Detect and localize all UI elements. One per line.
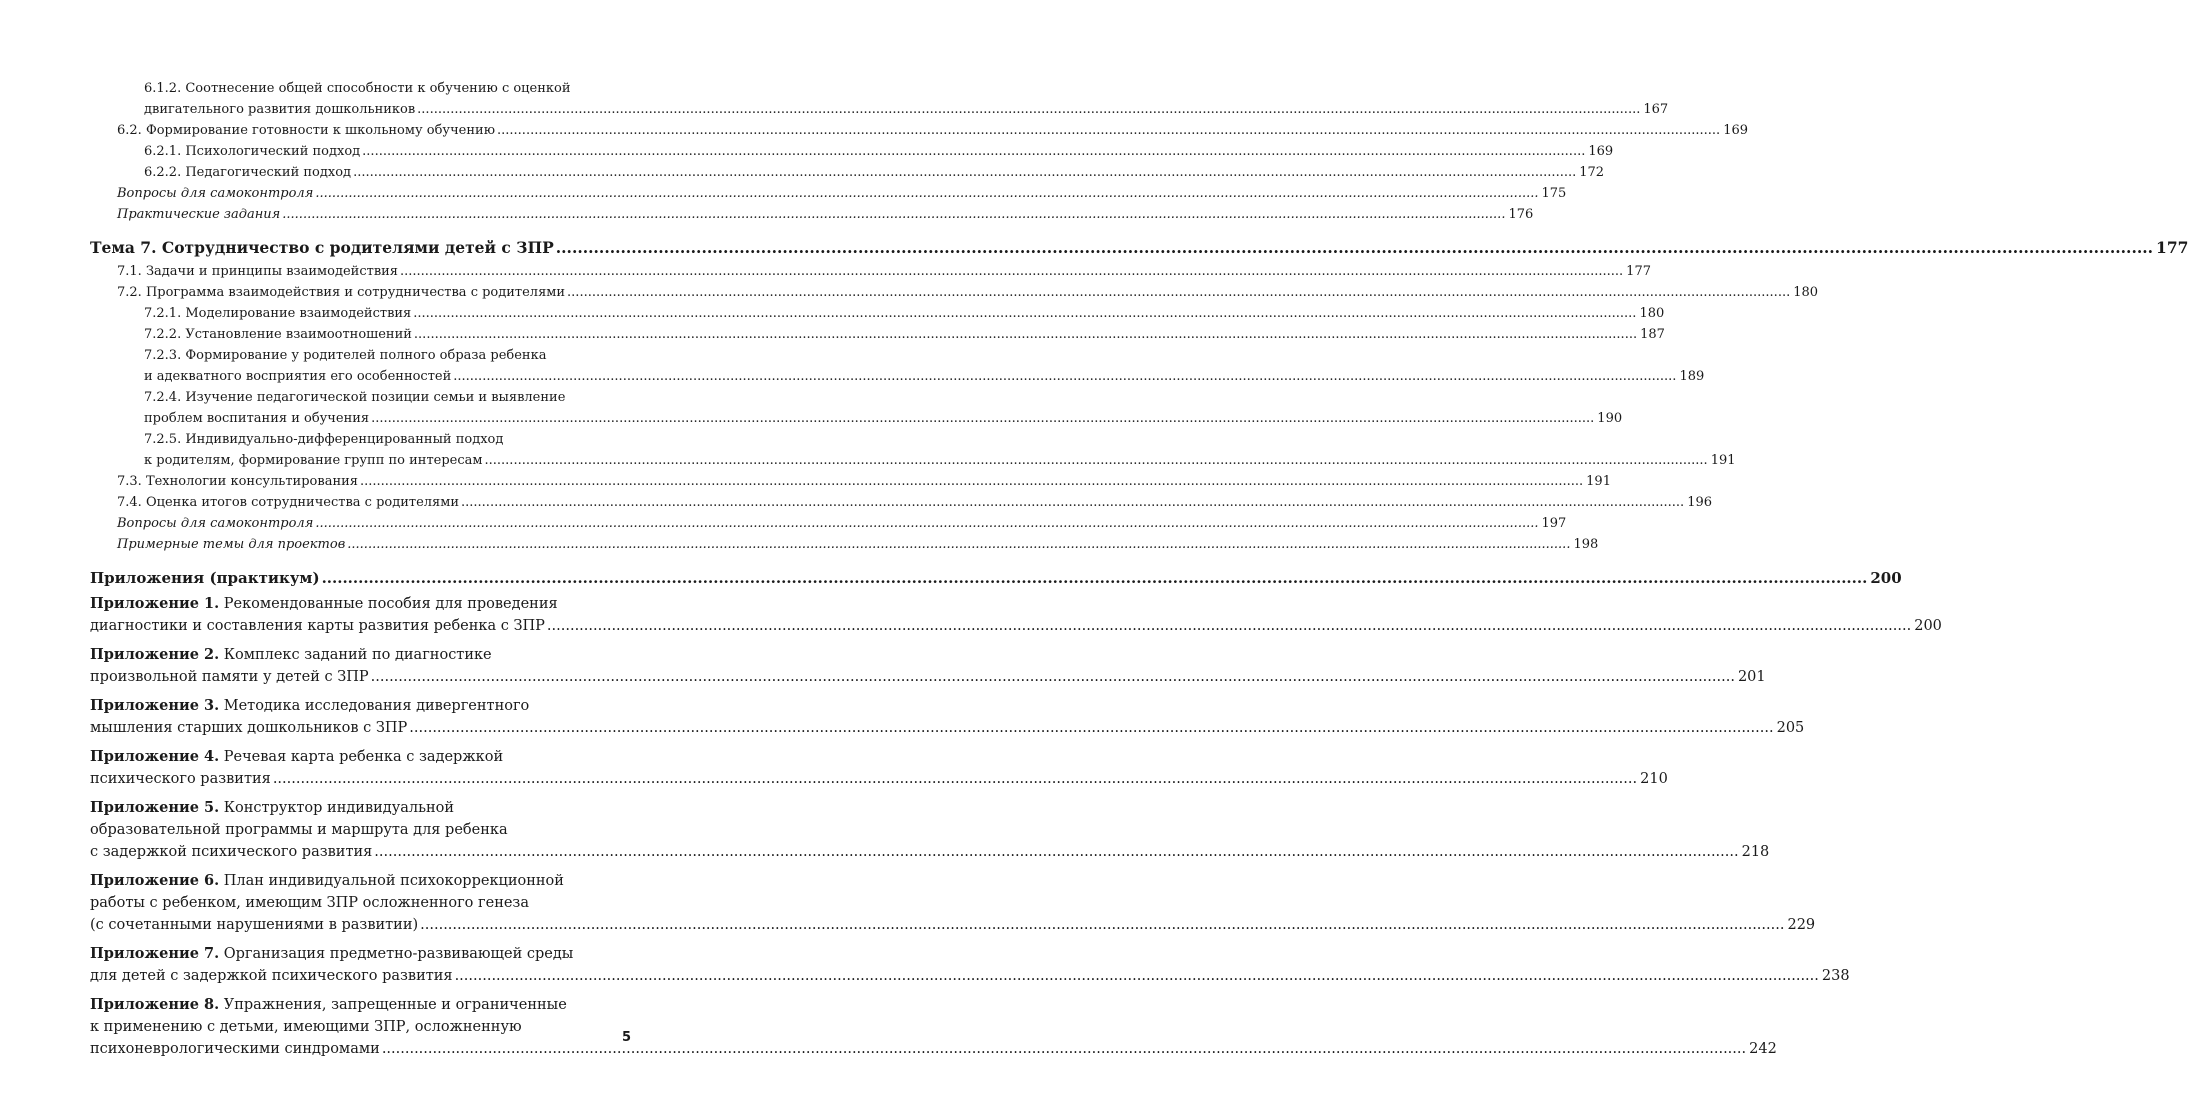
leader-dots — [556, 236, 2153, 260]
appendix-entry[interactable] — [90, 695, 1805, 739]
appendix-page: 210 — [1640, 771, 1668, 787]
toc-entry-title: Практические задания — [117, 207, 281, 222]
toc-section-6-tail — [90, 78, 1749, 225]
toc-entry-page: 196 — [1687, 495, 1713, 510]
appendix-text: психоневрологическими синдромами — [90, 1041, 380, 1057]
appendix-entry[interactable] — [90, 593, 1942, 637]
toc-entry[interactable] — [90, 78, 1669, 120]
table-of-contents — [90, 78, 2188, 1067]
toc-entry[interactable] — [90, 492, 1713, 513]
toc-entry[interactable] — [90, 141, 1614, 162]
leader-dots — [485, 450, 1708, 471]
appendix-text: Методика исследования дивергентного — [223, 698, 530, 714]
toc-entry-page: 167 — [1643, 102, 1669, 117]
toc-entry-row — [144, 162, 1605, 183]
appendices-page: 200 — [1870, 569, 1902, 587]
leader-dots — [315, 513, 1538, 534]
toc-entry-row — [144, 324, 1665, 345]
leader-dots — [353, 162, 1576, 183]
toc-entry-row — [144, 303, 1665, 324]
toc-entry[interactable] — [90, 204, 1534, 225]
toc-entry[interactable] — [90, 534, 1599, 555]
appendix-last-row — [90, 666, 1766, 688]
appendix-text: Комплекс заданий по диагностике — [223, 647, 492, 663]
toc-entry[interactable] — [90, 303, 1665, 324]
leader-dots — [547, 615, 1911, 637]
toc-entry-page: 187 — [1640, 327, 1665, 342]
leader-dots — [414, 324, 1637, 345]
leader-dots — [360, 471, 1583, 492]
toc-entry-page: 172 — [1579, 165, 1605, 180]
appendix-last-row — [90, 841, 1770, 863]
leader-dots — [455, 965, 1819, 987]
appendix-line — [90, 870, 636, 892]
leader-dots — [322, 567, 1868, 590]
appendix-page: 201 — [1737, 669, 1766, 685]
leader-dots — [413, 303, 1636, 324]
appendix-entry[interactable] — [90, 943, 1850, 987]
toc-entry[interactable] — [90, 513, 1567, 534]
toc-entry-title: Примерные темы для проектов — [117, 537, 346, 552]
appendix-page: 218 — [1741, 844, 1770, 860]
appendix-text: для детей с задержкой психического развития — [90, 968, 453, 984]
toc-entry-title: двигательного развития дошкольников — [144, 102, 416, 117]
appendix-label: Приложение 4. — [90, 748, 220, 765]
leader-dots — [382, 1038, 1746, 1060]
leader-dots — [497, 120, 1720, 141]
appendix-page: 238 — [1821, 968, 1850, 984]
toc-entry-page: 176 — [1508, 207, 1534, 222]
appendix-label: Приложение 6. — [90, 872, 220, 889]
toc-entry-page: 191 — [1710, 453, 1736, 468]
toc-entry[interactable] — [90, 324, 1665, 345]
leader-dots — [453, 366, 1676, 387]
appendix-last-row — [90, 768, 1668, 790]
toc-entry-page: 169 — [1588, 144, 1614, 159]
toc-entry-row — [144, 141, 1614, 162]
appendix-entry[interactable] — [90, 644, 1766, 688]
appendix-label: Приложение 1. — [90, 595, 220, 612]
toc-entry-title: 6.2. Формирование готовности к школьному обучению — [117, 123, 496, 138]
toc-entry-row — [144, 99, 1669, 120]
toc-entry[interactable] — [90, 471, 1611, 492]
appendix-text: образовательной программы и маршрута для ребенка — [90, 822, 508, 838]
appendix-text: к применению с детьми, имеющими ЗПР, осложненную — [90, 1019, 522, 1035]
toc-entry-title: проблем воспитания и обучения — [144, 411, 370, 426]
toc-entry-title: 7.4. Оценка итогов сотрудничества с родителями — [117, 495, 460, 510]
appendix-line — [90, 892, 636, 914]
toc-entry-page: 169 — [1723, 123, 1749, 138]
appendix-last-row — [90, 717, 1805, 739]
appendix-text: План индивидуальной психокоррекционной — [223, 873, 564, 889]
appendix-line — [90, 695, 636, 717]
toc-entry-row — [144, 450, 1736, 471]
toc-entry-row — [117, 282, 1819, 303]
toc-entry-line: 6.1.2. Соотнесение общей способности к обучению с оценкой — [144, 81, 571, 96]
topic-7-heading[interactable] — [90, 236, 2188, 260]
toc-entry-page: 191 — [1586, 474, 1611, 489]
appendix-text: психического развития — [90, 771, 271, 787]
toc-entry-page: 177 — [1626, 264, 1651, 279]
toc-entry-row — [144, 408, 1623, 429]
appendix-label: Приложение 8. — [90, 996, 220, 1013]
toc-entry-title: Вопросы для самоконтроля — [117, 186, 314, 201]
toc-entry-row — [144, 366, 1705, 387]
appendices-heading[interactable] — [90, 567, 1902, 590]
appendix-last-row — [90, 965, 1850, 987]
appendix-text: Конструктор индивидуальной — [223, 800, 455, 816]
toc-entry-line: 7.2.4. Изучение педагогической позиции семьи и выявление — [144, 390, 566, 405]
leader-dots — [461, 492, 1684, 513]
toc-topic-7 — [90, 261, 1819, 555]
toc-entry-row — [117, 183, 1567, 204]
page-number: 5 — [622, 1030, 632, 1045]
toc-entry-title: 7.2.1. Моделирование взаимодействия — [144, 306, 412, 321]
appendix-line — [90, 746, 636, 768]
appendix-last-row — [90, 1038, 1777, 1060]
toc-entry-title: 7.2. Программа взаимодействия и сотрудничества с родителями — [117, 285, 566, 300]
appendix-page: 242 — [1749, 1041, 1777, 1057]
toc-entry-title: и адекватного восприятия его особенностей — [144, 369, 452, 384]
appendix-line — [90, 797, 636, 819]
leader-dots — [374, 841, 1738, 863]
leader-dots — [371, 666, 1735, 688]
appendix-text: с задержкой психического развития — [90, 844, 373, 860]
appendix-page: 229 — [1787, 917, 1816, 933]
appendix-line — [90, 1016, 636, 1038]
appendix-text: (с сочетанными нарушениями в развитии) — [90, 917, 419, 933]
toc-entry-title: Вопросы для самоконтроля — [117, 516, 314, 531]
toc-entry[interactable] — [90, 162, 1605, 183]
appendix-line — [90, 644, 636, 666]
toc-entry[interactable] — [90, 282, 1819, 303]
appendix-entry[interactable] — [90, 994, 1777, 1060]
toc-entry-row — [117, 471, 1611, 492]
appendix-entry[interactable] — [90, 746, 1668, 790]
leader-dots — [420, 914, 1784, 936]
appendix-page: 200 — [1914, 618, 1942, 634]
appendix-line — [90, 819, 636, 841]
leader-dots — [400, 261, 1623, 282]
appendix-label: Приложение 2. — [90, 646, 220, 663]
appendix-entry[interactable] — [90, 797, 1770, 863]
appendix-text: Рекомендованные пособия для проведения — [223, 596, 558, 612]
toc-entry[interactable] — [90, 183, 1567, 204]
toc-entry-line: 7.2.5. Индивидуально-дифференцированный подход — [144, 432, 504, 447]
toc-entry-title: 6.2.2. Педагогический подход — [144, 165, 352, 180]
appendix-text: мышления старших дошкольников с ЗПР — [90, 720, 408, 736]
appendix-label: Приложение 7. — [90, 945, 220, 962]
leader-dots — [315, 183, 1538, 204]
appendix-text: произвольной памяти у детей с ЗПР — [90, 669, 369, 685]
appendices-title: Приложения (практикум) — [90, 569, 320, 587]
leader-dots — [362, 141, 1585, 162]
toc-entry-title: 7.2.2. Установление взаимоотношений — [144, 327, 412, 342]
leader-dots — [347, 534, 1570, 555]
leader-dots — [409, 717, 1773, 739]
toc-entry-title: 7.3. Технологии консультирования — [117, 474, 358, 489]
leader-dots — [417, 99, 1640, 120]
toc-entry-row — [117, 120, 1749, 141]
toc-entry-row — [117, 534, 1599, 555]
leader-dots — [273, 768, 1637, 790]
topic-7-page: 177 — [2156, 238, 2188, 257]
appendix-last-row — [90, 914, 1816, 936]
toc-entry-page: 190 — [1597, 411, 1623, 426]
toc-entry-line: 7.2.3. Формирование у родителей полного образа ребенка — [144, 348, 547, 363]
toc-entry-row — [117, 261, 1651, 282]
toc-entry[interactable] — [90, 429, 1736, 471]
appendix-line — [90, 994, 636, 1016]
toc-entry-row — [117, 492, 1713, 513]
toc-entry-page: 197 — [1541, 516, 1567, 531]
toc-entry[interactable] — [90, 387, 1623, 429]
toc-entry[interactable] — [90, 120, 1749, 141]
toc-entry-page: 180 — [1793, 285, 1819, 300]
leader-dots — [567, 282, 1790, 303]
toc-entry-row — [117, 513, 1567, 534]
appendices-list — [90, 593, 1942, 1060]
toc-entry[interactable] — [90, 345, 1705, 387]
appendix-text: Упражнения, запрещенные и ограниченные — [223, 997, 567, 1013]
toc-entry[interactable] — [90, 261, 1651, 282]
toc-entry-page: 198 — [1573, 537, 1599, 552]
toc-entry-page: 180 — [1639, 306, 1665, 321]
toc-entry-title: 7.1. Задачи и принципы взаимодействия — [117, 264, 398, 279]
appendix-label: Приложение 3. — [90, 697, 220, 714]
appendix-last-row — [90, 615, 1942, 637]
appendix-line — [90, 943, 636, 965]
appendix-text: работы с ребенком, имеющим ЗПР осложненного генеза — [90, 895, 529, 911]
appendix-label: Приложение 5. — [90, 799, 220, 816]
leader-dots — [371, 408, 1594, 429]
leader-dots — [282, 204, 1505, 225]
appendix-text: Организация предметно-развивающей среды — [223, 946, 574, 962]
topic-7-title: Тема 7. Сотрудничество с родителями детей с ЗПР — [90, 238, 554, 257]
appendix-text: Речевая карта ребенка с задержкой — [223, 749, 504, 765]
appendix-text: диагностики и составления карты развития ребенка с ЗПР — [90, 618, 545, 634]
appendix-page: 205 — [1776, 720, 1805, 736]
toc-entry-page: 189 — [1679, 369, 1705, 384]
appendix-entry[interactable] — [90, 870, 1816, 936]
toc-entry-title: к родителям, формирование групп по интересам — [144, 453, 483, 468]
toc-entry-page: 175 — [1541, 186, 1567, 201]
toc-entry-title: 6.2.1. Психологический подход — [144, 144, 361, 159]
toc-entry-row — [117, 204, 1534, 225]
appendix-line — [90, 593, 636, 615]
